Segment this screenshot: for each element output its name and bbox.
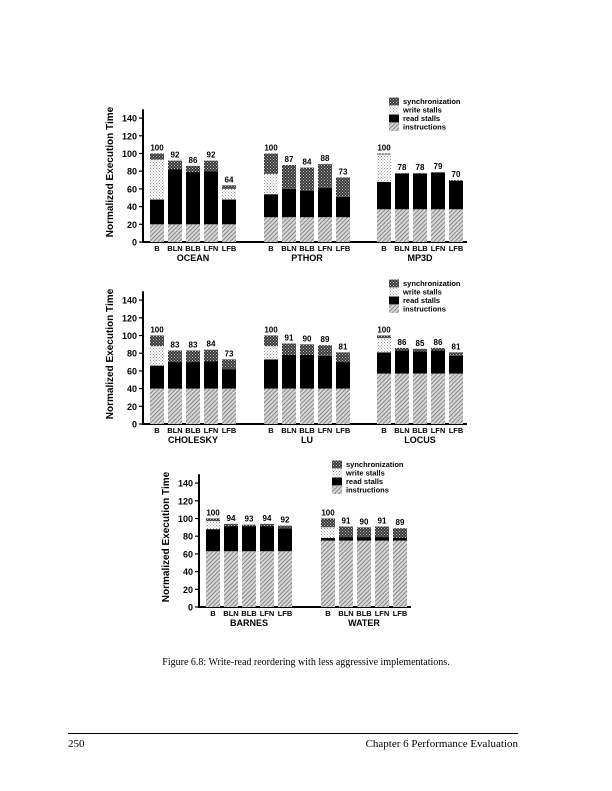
bar-segment-instructions: [150, 389, 164, 424]
y-tick-label: 120: [177, 496, 193, 507]
y-axis-label: Normalized Execution Time: [105, 106, 116, 238]
y-tick-label: 20: [126, 401, 137, 412]
bar-total-label: 78: [397, 162, 407, 172]
group-label: OCEAN: [176, 253, 210, 263]
bar-segment-read-stalls: [224, 526, 238, 551]
x-tick-label: BLN: [223, 609, 239, 618]
bar-total-label: 91: [284, 333, 294, 343]
x-tick-label: LFB: [277, 609, 293, 618]
bar-segment-instructions: [321, 541, 335, 607]
bar-segment-read-stalls: [321, 538, 335, 541]
bar-segment-synchronization: [449, 180, 463, 181]
bar-segment-read-stalls: [264, 194, 278, 217]
chapter-label: Chapter 6 Performance Evaluation: [365, 738, 518, 750]
y-tick-label: 0: [131, 237, 137, 248]
y-tick-label: 100: [121, 149, 137, 159]
x-tick-label: BLN: [281, 426, 297, 435]
bar-segment-write-stalls: [321, 527, 335, 538]
y-tick-label: 60: [182, 549, 193, 560]
x-tick-label: B: [325, 609, 331, 618]
x-tick-label: BLN: [167, 426, 183, 435]
x-tick-label: B: [381, 244, 387, 253]
bar-total-label: 84: [302, 157, 312, 167]
legend-label: write stalls: [403, 105, 442, 115]
x-tick-label: LFN: [203, 426, 219, 435]
legend-label: read stalls: [403, 114, 441, 123]
bar-segment-read-stalls: [377, 352, 391, 373]
chart-row-2: [105, 279, 467, 445]
bar-total-label: 100: [377, 143, 391, 153]
bar-segment-read-stalls: [413, 351, 427, 373]
bar-segment-synchronization: [395, 348, 409, 351]
y-tick-label: 0: [187, 602, 193, 613]
bar-segment-synchronization: [321, 519, 335, 528]
bar-segment-read-stalls: [318, 188, 332, 217]
bar-segment-write-stalls: [377, 338, 391, 352]
bar-segment-synchronization: [204, 161, 218, 172]
x-tick-label: BLB: [356, 609, 372, 618]
bar-total-label: 91: [377, 516, 387, 526]
bar-segment-instructions: [168, 224, 182, 242]
bar-total-label: 89: [395, 518, 405, 528]
bar-segment-instructions: [395, 374, 409, 424]
bar-segment-read-stalls: [413, 174, 427, 209]
bar-segment-instructions: [377, 374, 391, 424]
bar-segment-instructions: [282, 389, 296, 424]
bar-segment-synchronization: [300, 344, 314, 355]
bar-total-label: 83: [188, 340, 198, 350]
legend-swatch-synchronization: [389, 280, 399, 288]
x-tick-label: BLB: [412, 244, 428, 253]
bar-segment-read-stalls: [375, 537, 389, 541]
bar-total-label: 100: [150, 143, 164, 153]
bar-total-label: 94: [262, 513, 272, 523]
y-tick-label: 40: [126, 202, 137, 213]
bar-segment-synchronization: [206, 519, 220, 522]
x-tick-label: B: [154, 244, 160, 253]
bar-segment-read-stalls: [395, 351, 409, 374]
bar-segment-synchronization: [150, 154, 164, 160]
legend-swatch-instructions: [332, 486, 342, 494]
bar-total-label: 81: [451, 342, 461, 352]
bar-total-label: 92: [170, 150, 180, 160]
bar-segment-synchronization: [186, 166, 200, 172]
bar-segment-read-stalls: [204, 361, 218, 388]
x-tick-label: BLN: [338, 609, 354, 618]
x-tick-label: LFB: [448, 426, 464, 435]
bar-segment-read-stalls: [431, 351, 445, 374]
bar-segment-read-stalls: [278, 528, 292, 551]
bar-segment-synchronization: [318, 164, 332, 188]
bar-segment-instructions: [264, 389, 278, 424]
bar-segment-synchronization: [357, 527, 371, 537]
bar-segment-instructions: [300, 217, 314, 242]
bar-total-label: 73: [338, 167, 348, 177]
bar-total-label: 90: [359, 517, 369, 527]
bar-segment-instructions: [186, 224, 200, 242]
x-tick-label: BLB: [241, 609, 257, 618]
bar-segment-read-stalls: [260, 526, 274, 551]
bar-segment-instructions: [224, 551, 238, 607]
legend-swatch-read-stalls: [332, 478, 342, 486]
bar-segment-read-stalls: [264, 359, 278, 388]
bar-segment-write-stalls: [150, 346, 164, 365]
bar-segment-synchronization: [264, 336, 278, 347]
y-tick-label: 140: [177, 478, 193, 489]
bar-segment-instructions: [449, 209, 463, 242]
bar-segment-write-stalls: [222, 189, 236, 200]
bar-segment-synchronization: [278, 526, 292, 529]
bar-segment-instructions: [357, 541, 371, 607]
bar-segment-read-stalls: [336, 197, 350, 217]
legend-label: write stalls: [346, 468, 385, 478]
y-axis-label: Normalized Execution Time: [161, 471, 172, 603]
bar-segment-synchronization: [339, 526, 353, 537]
bar-segment-synchronization: [222, 185, 236, 189]
legend-label: read stalls: [403, 296, 441, 305]
bar-total-label: 100: [264, 325, 278, 335]
bar-total-label: 64: [224, 175, 234, 185]
bar-segment-instructions: [206, 551, 220, 607]
y-axis-label: Normalized Execution Time: [105, 288, 116, 420]
bar-total-label: 86: [433, 337, 443, 347]
bar-segment-read-stalls: [168, 169, 182, 224]
bar-segment-instructions: [222, 389, 236, 424]
x-tick-label: LFN: [203, 244, 219, 253]
x-tick-label: B: [154, 426, 160, 435]
x-tick-label: BLB: [412, 426, 428, 435]
bar-segment-instructions: [339, 541, 353, 607]
y-tick-label: 20: [182, 584, 193, 595]
x-tick-label: BLN: [167, 244, 183, 253]
bar-segment-synchronization: [377, 336, 391, 339]
x-tick-label: LFB: [335, 244, 351, 253]
bar-segment-instructions: [204, 224, 218, 242]
bar-segment-synchronization: [413, 173, 427, 174]
legend-label: synchronization: [403, 279, 461, 288]
bar-segment-instructions: [282, 217, 296, 242]
bar-segment-instructions: [278, 551, 292, 607]
bar-segment-synchronization: [318, 345, 332, 356]
bar-segment-instructions: [204, 389, 218, 424]
bar-segment-write-stalls: [377, 154, 391, 181]
legend-label: synchronization: [403, 97, 461, 106]
y-tick-label: 60: [126, 366, 137, 377]
bar-segment-synchronization: [186, 351, 200, 363]
chart-row-3: [161, 460, 411, 628]
bar-segment-write-stalls: [264, 174, 278, 194]
bar-segment-instructions: [375, 541, 389, 607]
x-tick-label: LFN: [259, 609, 275, 618]
y-tick-label: 120: [121, 131, 137, 142]
legend-swatch-instructions: [389, 123, 399, 131]
x-tick-label: BLN: [281, 244, 297, 253]
bar-segment-write-stalls: [206, 521, 220, 529]
y-tick-label: 120: [121, 313, 137, 324]
x-tick-label: LFB: [221, 426, 237, 435]
bar-segment-synchronization: [449, 352, 463, 356]
y-tick-label: 140: [121, 113, 137, 124]
bar-segment-read-stalls: [150, 366, 164, 389]
bar-segment-read-stalls: [186, 362, 200, 389]
bar-total-label: 85: [415, 338, 425, 348]
bar-segment-synchronization: [222, 359, 236, 369]
bar-total-label: 83: [170, 340, 180, 350]
group-label: LU: [301, 435, 313, 445]
bar-total-label: 89: [320, 335, 330, 345]
bar-segment-synchronization: [150, 336, 164, 347]
x-tick-label: B: [381, 426, 387, 435]
bar-segment-read-stalls: [393, 538, 407, 541]
bar-segment-synchronization: [431, 172, 445, 173]
bar-segment-read-stalls: [357, 537, 371, 541]
bar-segment-read-stalls: [204, 171, 218, 224]
legend-label: instructions: [403, 122, 446, 132]
bar-segment-read-stalls: [206, 529, 220, 551]
bar-total-label: 86: [188, 155, 198, 165]
bar-segment-read-stalls: [186, 172, 200, 224]
legend-label: instructions: [403, 304, 446, 314]
x-tick-label: LFN: [374, 609, 390, 618]
bar-total-label: 100: [206, 508, 220, 518]
bar-segment-instructions: [222, 224, 236, 242]
legend-swatch-synchronization: [389, 98, 399, 106]
legend-swatch-read-stalls: [389, 297, 399, 305]
x-tick-label: LFN: [317, 426, 333, 435]
bar-segment-instructions: [395, 209, 409, 242]
bar-segment-instructions: [318, 389, 332, 424]
bar-segment-instructions: [242, 551, 256, 607]
bar-total-label: 87: [284, 155, 294, 165]
bar-segment-read-stalls: [431, 173, 445, 209]
bar-segment-instructions: [186, 389, 200, 424]
bar-total-label: 100: [377, 325, 391, 335]
y-tick-label: 80: [182, 531, 193, 542]
bar-segment-read-stalls: [449, 181, 463, 209]
bar-segment-instructions: [431, 209, 445, 242]
x-tick-label: BLB: [185, 244, 201, 253]
bar-segment-synchronization: [431, 348, 445, 351]
x-tick-label: LFB: [392, 609, 408, 618]
bar-segment-instructions: [168, 389, 182, 424]
bar-segment-read-stalls: [336, 362, 350, 389]
bar-segment-read-stalls: [242, 526, 256, 551]
y-tick-label: 100: [121, 331, 137, 341]
bar-segment-synchronization: [282, 165, 296, 189]
bar-segment-instructions: [377, 209, 391, 242]
bar-total-label: 92: [280, 515, 290, 525]
bar-segment-synchronization: [395, 173, 409, 174]
bar-total-label: 100: [150, 325, 164, 335]
x-tick-label: B: [268, 244, 274, 253]
bar-segment-read-stalls: [300, 191, 314, 218]
bar-segment-synchronization: [393, 528, 407, 538]
legend-swatch-write-stalls: [389, 288, 399, 296]
bar-segment-synchronization: [264, 154, 278, 174]
x-tick-label: BLN: [394, 244, 410, 253]
bar-segment-synchronization: [282, 343, 296, 355]
bar-segment-instructions: [336, 389, 350, 424]
bar-segment-read-stalls: [318, 356, 332, 389]
group-label: BARNES: [229, 618, 269, 628]
bar-total-label: 100: [321, 508, 335, 518]
bar-total-label: 92: [206, 150, 216, 160]
group-label: LOCUS: [404, 435, 436, 445]
x-tick-label: LFN: [430, 426, 446, 435]
bar-total-label: 86: [397, 337, 407, 347]
bar-segment-read-stalls: [339, 537, 353, 541]
group-label: MP3D: [407, 253, 433, 263]
x-tick-label: BLB: [299, 426, 315, 435]
bar-total-label: 100: [264, 143, 278, 153]
legend-swatch-write-stalls: [332, 469, 342, 477]
bar-total-label: 91: [341, 516, 351, 526]
group-label: WATER: [348, 618, 380, 628]
y-tick-label: 20: [126, 219, 137, 230]
bar-segment-instructions: [260, 551, 274, 607]
bar-segment-synchronization: [336, 352, 350, 362]
legend-swatch-instructions: [389, 305, 399, 313]
legend-swatch-read-stalls: [389, 115, 399, 123]
x-tick-label: LFB: [221, 244, 237, 253]
y-tick-label: 0: [131, 419, 137, 430]
chart-row-1: [105, 97, 467, 263]
bar-total-label: 79: [433, 162, 443, 172]
legend-label: read stalls: [346, 477, 384, 486]
bar-segment-synchronization: [375, 526, 389, 537]
bar-segment-instructions: [300, 389, 314, 424]
legend-label: instructions: [346, 485, 389, 495]
bar-total-label: 81: [338, 342, 348, 352]
footer-rule: [68, 733, 518, 734]
y-tick-label: 140: [121, 295, 137, 306]
bar-segment-instructions: [318, 217, 332, 242]
bar-segment-instructions: [336, 217, 350, 242]
bar-segment-read-stalls: [222, 369, 236, 388]
bar-segment-synchronization: [168, 161, 182, 170]
bar-total-label: 94: [226, 513, 236, 523]
bar-total-label: 90: [302, 334, 312, 344]
bar-segment-synchronization: [242, 525, 256, 527]
x-tick-label: LFN: [317, 244, 333, 253]
group-label: PTHOR: [291, 253, 323, 263]
bar-segment-synchronization: [413, 349, 427, 352]
bar-total-label: 84: [206, 339, 216, 349]
x-tick-label: B: [210, 609, 216, 618]
bar-segment-read-stalls: [300, 355, 314, 389]
bar-segment-read-stalls: [282, 355, 296, 389]
bar-segment-read-stalls: [395, 174, 409, 209]
legend-label: write stalls: [403, 287, 442, 297]
bar-segment-synchronization: [168, 351, 182, 363]
bar-total-label: 88: [320, 154, 330, 164]
group-label: CHOLESKY: [167, 435, 219, 445]
legend-label: synchronization: [346, 460, 404, 469]
bar-segment-read-stalls: [222, 200, 236, 225]
y-tick-label: 40: [182, 567, 193, 578]
bar-segment-write-stalls: [150, 160, 164, 200]
bar-segment-read-stalls: [168, 362, 182, 389]
y-tick-label: 60: [126, 184, 137, 195]
y-tick-label: 80: [126, 166, 137, 177]
x-tick-label: BLB: [299, 244, 315, 253]
figure-caption: Figure 6.8: Write-read reordering with less aggressive implementations.: [162, 657, 450, 668]
bar-segment-read-stalls: [282, 189, 296, 217]
bar-segment-synchronization: [300, 168, 314, 191]
page-number: 250: [68, 738, 85, 750]
bar-segment-instructions: [150, 224, 164, 242]
x-tick-label: LFB: [335, 426, 351, 435]
legend-swatch-write-stalls: [389, 106, 399, 114]
bar-total-label: 93: [244, 514, 254, 524]
y-tick-label: 100: [177, 514, 193, 524]
bar-segment-synchronization: [224, 524, 238, 527]
legend-swatch-synchronization: [332, 461, 342, 469]
bar-segment-synchronization: [204, 350, 218, 362]
bar-segment-read-stalls: [449, 356, 463, 374]
bar-segment-instructions: [264, 217, 278, 242]
x-tick-label: BLB: [185, 426, 201, 435]
bar-segment-instructions: [449, 374, 463, 424]
bar-segment-instructions: [431, 374, 445, 424]
bar-segment-instructions: [393, 541, 407, 607]
y-tick-label: 80: [126, 348, 137, 359]
x-tick-label: LFB: [448, 244, 464, 253]
x-tick-label: LFN: [430, 244, 446, 253]
bar-segment-instructions: [413, 374, 427, 424]
bar-segment-read-stalls: [377, 182, 391, 209]
bar-segment-instructions: [413, 209, 427, 242]
x-tick-label: B: [268, 426, 274, 435]
y-tick-label: 40: [126, 384, 137, 395]
x-tick-label: BLN: [394, 426, 410, 435]
bar-total-label: 70: [451, 170, 461, 180]
bar-segment-read-stalls: [150, 200, 164, 225]
bar-total-label: 73: [224, 349, 234, 359]
bar-total-label: 78: [415, 162, 425, 172]
bar-segment-write-stalls: [264, 346, 278, 359]
bar-segment-synchronization: [377, 154, 391, 155]
bar-segment-synchronization: [260, 524, 274, 527]
bar-segment-synchronization: [336, 177, 350, 196]
